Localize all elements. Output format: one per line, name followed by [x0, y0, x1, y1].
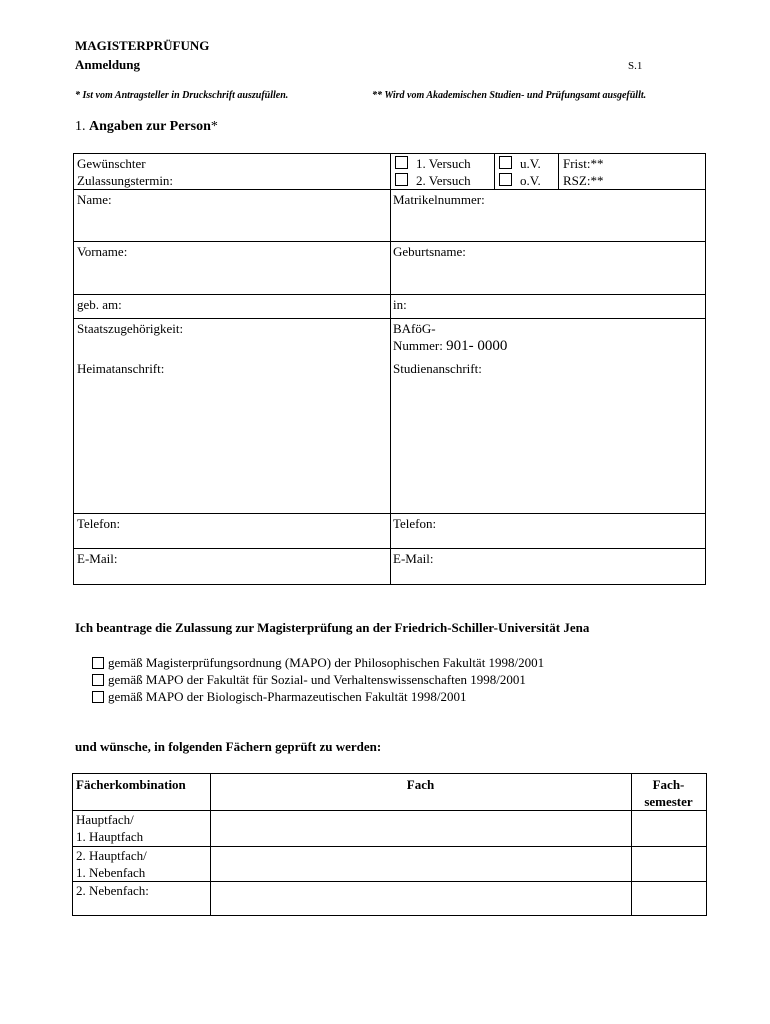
personal-data-grid: [73, 153, 706, 585]
uv-checkbox[interactable]: [499, 156, 512, 169]
grid-line: [74, 294, 705, 295]
table-line: [73, 881, 706, 882]
form-title: MAGISTERPRÜFUNG: [75, 38, 210, 53]
ov-checkbox[interactable]: [499, 173, 512, 186]
row-label-line1: Hauptfach/: [76, 812, 134, 827]
email-studien-field[interactable]: E-Mail:: [393, 551, 434, 566]
mapo-checkbox-sozial[interactable]: [92, 674, 104, 686]
bafog-number: 901- 0000: [446, 338, 508, 354]
telefon-studien-field[interactable]: Telefon:: [393, 516, 437, 531]
staatszugehoerigkeit-field[interactable]: Staatszugehörigkeit:: [77, 321, 184, 336]
bafog-field[interactable]: [393, 320, 507, 355]
geb-am-field[interactable]: geb. am:: [77, 297, 122, 312]
grid-line: [74, 241, 705, 242]
col-header-combination: Fächerkombination: [76, 777, 186, 792]
mapo-label-sozial: gemäß MAPO der Fakultät für Sozial- und Verhaltenswissenschaften 1998/2001: [108, 672, 526, 687]
versuch2-checkbox[interactable]: [395, 173, 408, 186]
note-applicant: * Ist vom Antragsteller in Druckschrift auszufüllen.: [75, 90, 289, 101]
section-title: Angaben zur Person: [89, 119, 211, 134]
row-label-line2: 1. Nebenfach: [76, 865, 146, 880]
telefon-heimat-field[interactable]: Telefon:: [77, 516, 121, 531]
table-row[interactable]: [76, 811, 143, 845]
mapo-option-bio[interactable]: [92, 689, 467, 705]
mapo-checkbox-bio[interactable]: [92, 691, 104, 703]
page-number: S.1: [628, 60, 643, 72]
zulassung-label-line2: Zulassungstermin:: [77, 173, 174, 188]
grid-line: [74, 548, 705, 549]
section-heading: [75, 119, 218, 135]
col-header-subject: Fach: [406, 777, 435, 792]
grid-divider: [390, 154, 391, 584]
note-office: ** Wird vom Akademischen Studien- und Prüfungsamt ausgefüllt.: [372, 90, 647, 101]
grid-line: [74, 513, 705, 514]
table-row[interactable]: [76, 847, 147, 881]
mapo-label-philosophie: gemäß Magisterprüfungsordnung (MAPO) der Philosophischen Fakultät 1998/2001: [108, 655, 545, 670]
grid-divider: [494, 154, 495, 189]
table-line: [73, 810, 706, 811]
row-label-line2: 1. Hauptfach: [76, 829, 144, 844]
matrikel-field[interactable]: Matrikelnummer:: [393, 192, 485, 207]
row-label-line1: 2. Hauptfach/: [76, 848, 147, 863]
heimatanschrift-field[interactable]: Heimatanschrift:: [77, 361, 165, 376]
vorname-field[interactable]: Vorname:: [77, 244, 128, 259]
table-divider: [210, 774, 211, 915]
grid-line: [74, 189, 705, 190]
bafog-label-line2: Nummer:: [393, 338, 443, 353]
rsz-label: RSZ:**: [563, 173, 604, 188]
section-star: *: [210, 119, 218, 134]
bafog-label-line1: BAföG-: [393, 321, 436, 336]
col-header-semester-line1: Fach-: [652, 777, 685, 792]
subjects-intro: und wünsche, in folgenden Fächern geprüft zu werden:: [75, 739, 382, 754]
frist-label: Frist:**: [563, 156, 604, 171]
name-field[interactable]: Name:: [77, 192, 112, 207]
grid-divider: [558, 154, 559, 189]
mapo-option-sozial[interactable]: [92, 672, 526, 688]
studienanschrift-field[interactable]: Studienanschrift:: [393, 361, 482, 376]
application-statement: Ich beantrage die Zulassung zur Magisterprüfung an der Friedrich-Schiller-Universität Jena: [75, 620, 590, 635]
form-subtitle: Anmeldung: [75, 57, 141, 72]
geburtsname-field[interactable]: Geburtsname:: [393, 244, 466, 259]
mapo-label-bio: gemäß MAPO der Biologisch-Pharmazeutischen Fakultät 1998/2001: [108, 689, 467, 704]
table-line: [73, 846, 706, 847]
geburtsort-field[interactable]: in:: [393, 297, 407, 312]
email-heimat-field[interactable]: E-Mail:: [77, 551, 118, 566]
col-header-semester-line2: semester: [644, 794, 693, 809]
versuch1-label: 1. Versuch: [416, 156, 471, 171]
mapo-checkbox-philosophie[interactable]: [92, 657, 104, 669]
table-row[interactable]: [76, 882, 149, 899]
subjects-table: [72, 773, 707, 916]
section-number: 1.: [75, 119, 86, 134]
grid-line: [74, 318, 705, 319]
row-label-line1: 2. Nebenfach:: [76, 883, 149, 898]
col-header-semester: [631, 776, 706, 810]
zulassung-label: [77, 155, 173, 189]
versuch1-checkbox[interactable]: [395, 156, 408, 169]
zulassung-label-line1: Gewünschter: [77, 156, 146, 171]
ov-label: o.V.: [520, 173, 541, 188]
mapo-option-philosophie[interactable]: [92, 655, 544, 671]
uv-label: u.V.: [520, 156, 541, 171]
versuch2-label: 2. Versuch: [416, 173, 471, 188]
